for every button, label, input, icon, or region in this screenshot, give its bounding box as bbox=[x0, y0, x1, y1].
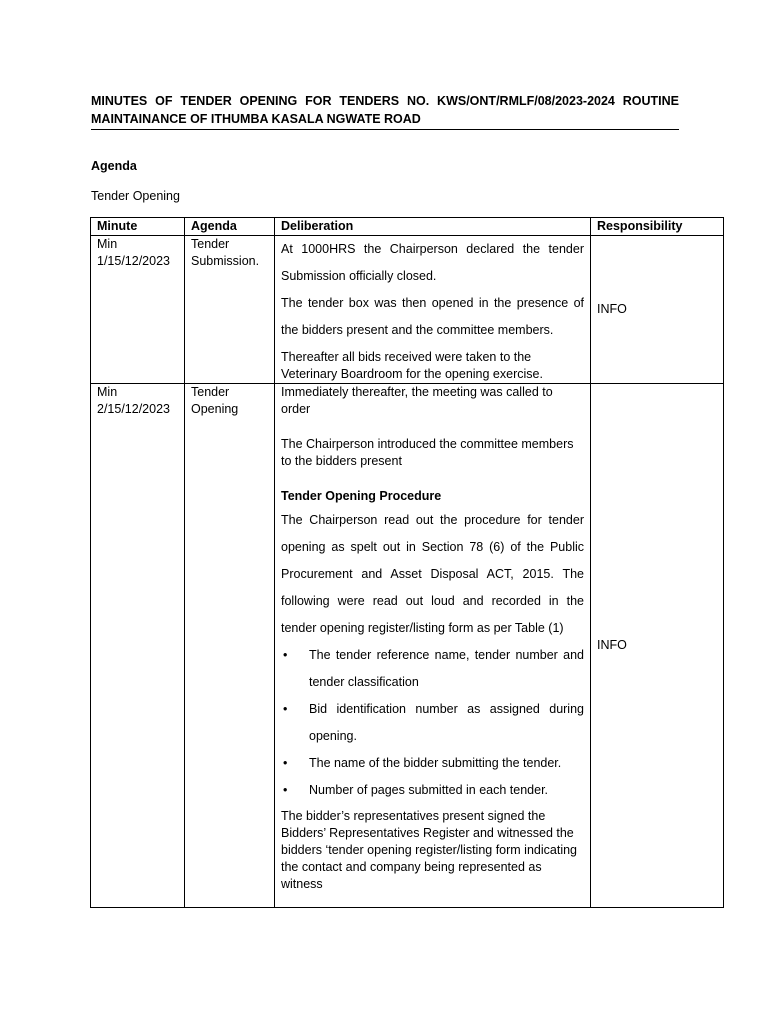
header-minute: Minute bbox=[91, 218, 185, 236]
closing-paragraph: The bidder’s representatives present signed the Bidders’ Representatives Register and witnessed the bidders ‘tender opening register/listing form indicating the contact and company being represented as witness bbox=[281, 809, 577, 891]
list-item: • Number of pages submitted in each tender. bbox=[281, 777, 584, 804]
title-underline bbox=[91, 129, 679, 130]
list-item: • The name of the bidder submitting the tender. bbox=[281, 750, 584, 777]
agenda-item: Tender Opening bbox=[91, 189, 180, 203]
table-header-row bbox=[91, 218, 724, 236]
header-deliberation: Deliberation bbox=[275, 218, 591, 236]
responsibility-cell: INFO bbox=[591, 384, 724, 908]
minutes-table bbox=[90, 217, 724, 908]
procedure-subheading: Tender Opening Procedure bbox=[281, 489, 442, 503]
agenda-cell: Tender Opening bbox=[185, 384, 275, 908]
table-row bbox=[91, 236, 724, 384]
minute-cell: Min 2/15/12/2023 bbox=[91, 384, 185, 908]
list-item: • Bid identification number as assigned during opening. bbox=[281, 696, 584, 750]
document-title: MINUTES OF TENDER OPENING FOR TENDERS NO. KWS/ONT/RMLF/08/2023-2024 ROUTINE MAINTAINANCE OF ITHUMBA KASALA NGWATE ROAD bbox=[91, 94, 679, 126]
deliberation-cell bbox=[275, 236, 591, 384]
deliberation-paragraph: Thereafter all bids received were taken to the Veterinary Boardroom for the opening exercise. bbox=[281, 350, 543, 381]
list-item: • The tender reference name, tender number and tender classification bbox=[281, 642, 584, 696]
deliberation-paragraph: The Chairperson introduced the committee members to the bidders present bbox=[281, 437, 574, 468]
procedure-text: The Chairperson read out the procedure for tender opening as spelt out in Section 78 (6) of the Public Procurement and Asset Disposal ACT, 2015. The following were read out loud and recorded in the tender opening register/listing form as per Table (1) bbox=[281, 513, 584, 635]
deliberation-cell bbox=[275, 384, 591, 908]
deliberation-paragraph: The tender box was then opened in the presence of the bidders present and the committee members. bbox=[281, 296, 584, 337]
deliberation-paragraph: At 1000HRS the Chairperson declared the tender Submission officially closed. bbox=[281, 242, 584, 283]
agenda-cell: Tender Submission. bbox=[185, 236, 275, 384]
header-responsibility: Responsibility bbox=[591, 218, 724, 236]
table-row bbox=[91, 384, 724, 908]
agenda-heading: Agenda bbox=[91, 159, 137, 173]
procedure-list bbox=[281, 642, 584, 804]
header-agenda: Agenda bbox=[185, 218, 275, 236]
deliberation-paragraph: Immediately thereafter, the meeting was called to order bbox=[281, 385, 553, 416]
minute-cell: Min 1/15/12/2023 bbox=[91, 236, 185, 384]
responsibility-cell: INFO bbox=[591, 236, 724, 384]
